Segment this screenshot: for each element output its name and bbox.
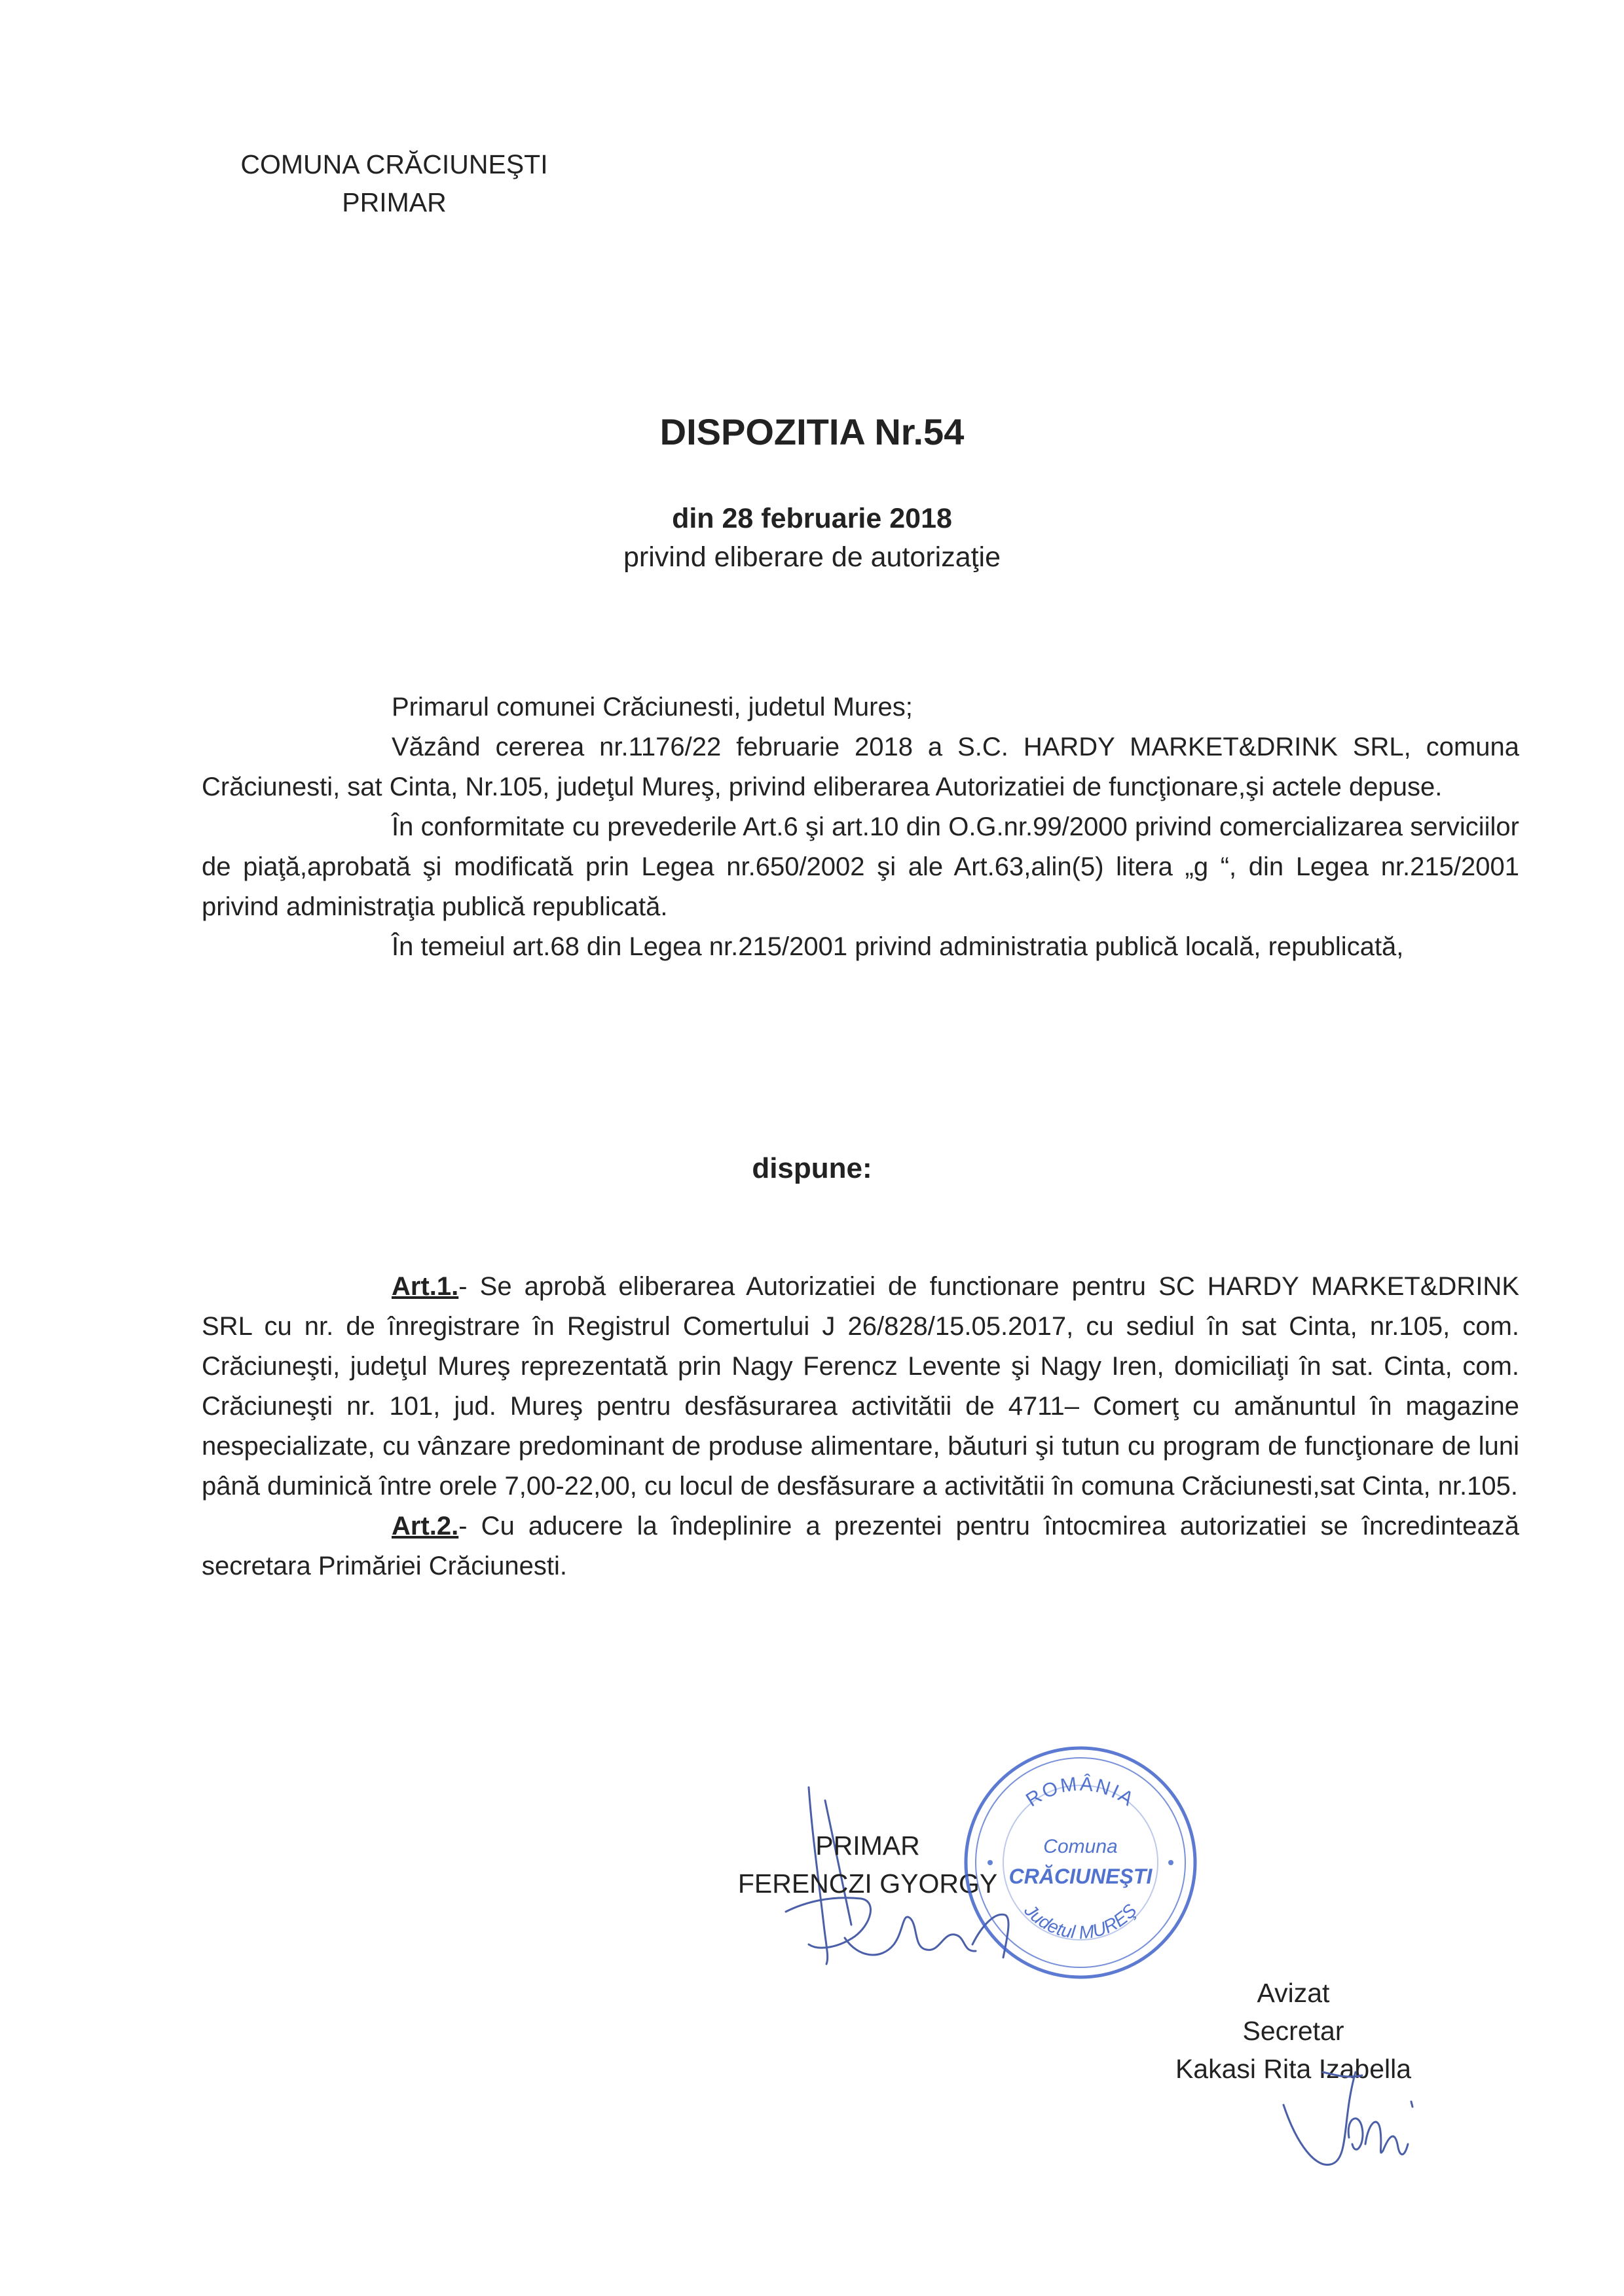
preamble-paragraph-4: În temeiul art.68 din Legea nr.215/2001 privind administratia publică locală, republicată, <box>392 932 1404 961</box>
header-commune: COMUNA CRĂCIUNEŞTI <box>240 149 548 179</box>
article-1-text: - Se aprobă eliberarea Autorizatiei de functionare pentru SC HARDY MARKET&DRINK SRL cu nr. de înregistrare în Registrul Comertului J 26/828/15.05.2017, cu sediul în sat Cinta, nr.105, com. Crăciuneşti, judeţul Mureş reprezentată prin Nagy Ferencz Levente şi Nagy Iren, domiciliaţi în sat. Cinta, com. Crăciuneşti nr. 101, jud. Mureş pentru desfăsurarea activitătii de 4711– Comerţ cu amănuntul în magazine nespecializate, cu vânzare predominant de produse alimentare, băuturi şi tutun cu program de funcţionare de luni până duminică între orele 7,00-22,00, cu locul de desfăsurare a activitătii în comuna Crăciunesti,sat Cinta, nr.105. <box>202 1272 1519 1501</box>
preamble <box>202 687 1519 967</box>
article-2 <box>202 1506 1519 1586</box>
official-stamp <box>956 1738 1205 1987</box>
primar-role: PRIMAR <box>815 1831 920 1861</box>
stamp-bottom-text: Judetul MUREŞ <box>1020 1900 1141 1943</box>
document-date: din 28 februarie 2018 <box>672 503 952 534</box>
secretar-name: Kakasi Rita Izabella <box>1175 2054 1412 2084</box>
preamble-paragraph-3: În conformitate cu prevederile Art.6 şi art.10 din O.G.nr.99/2000 privind comercializarea serviciilor de piaţă,aprobată şi modificată prin Legea nr.650/2002 şi ale Art.63,alin(5) litera „g “, din Legea nr.215/2001 privind administraţia publică republicată. <box>202 812 1519 921</box>
secretar-avizat: Avizat <box>1257 1978 1330 2008</box>
preamble-paragraph-2: Văzând cererea nr.1176/22 februarie 2018 a S.C. HARDY MARKET&DRINK SRL, comuna Crăciunesti, sat Cinta, Nr.105, judeţul Mureş, privind eliberarea Autorizatiei de funcţionare,şi actele depuse. <box>202 733 1519 801</box>
article-2-label: Art.2. <box>392 1512 459 1540</box>
secretar-signature <box>1270 2066 1421 2177</box>
stamp-middle-2: CRĂCIUNEŞTI <box>1008 1865 1153 1888</box>
secretar-role: Secretar <box>1242 2016 1344 2046</box>
preamble-paragraph-1: Primarul comunei Crăciunesti, judetul Mures; <box>392 693 913 721</box>
svg-text:Judetul MUREŞ <box>1020 1900 1141 1943</box>
svg-text:ROMÂNIA <box>1022 1773 1139 1811</box>
articles <box>202 1267 1519 1586</box>
header-primar: PRIMAR <box>342 187 447 217</box>
stamp-middle-1: Comuna <box>1043 1836 1118 1857</box>
article-1 <box>202 1267 1519 1506</box>
article-1-label: Art.1. <box>392 1272 459 1301</box>
primar-name: FERENCZI GYORGY <box>737 1868 998 1899</box>
issuer-header <box>204 145 584 221</box>
document-subject: privind eliberare de autorizaţie <box>623 541 1001 573</box>
document-title: DISPOZITIA Nr.54 <box>659 411 965 452</box>
article-2-text: - Cu aducere la îndeplinire a prezentei pentru întocmirea autorizatiei se încredintează secretara Primăriei Crăciunesti. <box>202 1512 1519 1580</box>
stamp-top-text: ROMÂNIA <box>1022 1773 1139 1812</box>
dispune-heading: dispune: <box>752 1152 872 1184</box>
